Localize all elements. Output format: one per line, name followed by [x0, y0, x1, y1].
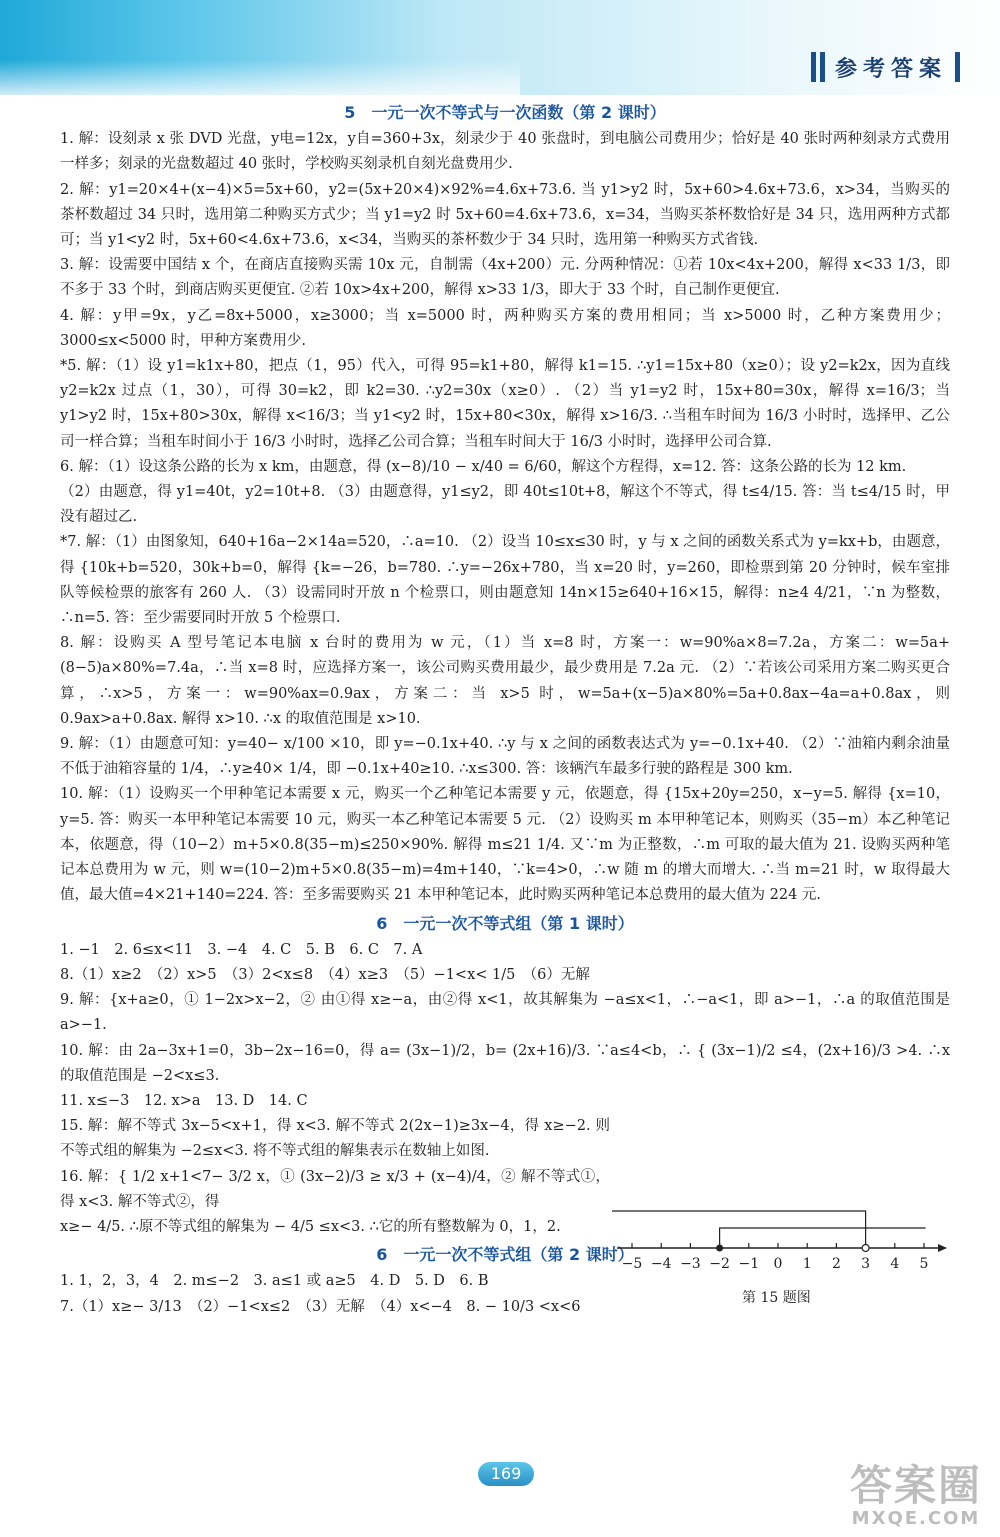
number-line-tick-label: 2: [831, 1256, 841, 1272]
solid-point: [716, 1245, 723, 1252]
badge-bar-right: [955, 52, 960, 82]
section-title: 6 一元一次不等式组（第 1 课时）: [376, 913, 634, 933]
interval-bracket-upper: [612, 1211, 866, 1248]
page-number: 169: [478, 1462, 534, 1486]
answer-paragraph: 1. −1 2. 6≤x<11 3. −4 4. C 5. B 6. C 7. A: [60, 941, 423, 958]
answer-paragraph: 1. 解：设刻录 x 张 DVD 光盘，y电=12x，y自=360+3x，刻录少于 40 张盘时，到电脑公司费用少；恰好是 40 张时两种刻录方式费用一样多；刻录的光盘数超过 40 张时，学校购买刻录机自刻光盘费用少.: [60, 131, 950, 173]
answer-paragraph: 4. 解：y甲=9x，y乙=8x+5000，x≥3000；当 x=5000 时，两种购买方案的费用相同；当 x>5000 时，乙种方案费用少；3000≤x<5000 时，甲种方案费用少.: [60, 307, 950, 349]
number-line-tick-label: −5: [621, 1256, 643, 1272]
answer-paragraph: 8.（1）x≥2 （2）x>5 （3）2<x≤8 （4）x≥3 （5）−1<x< 1/5 （6）无解: [60, 966, 590, 983]
badge-bar-left-2: [820, 52, 825, 82]
figure-caption: 第 15 题图: [742, 1290, 811, 1306]
answer-content: [60, 98, 950, 1320]
watermark-logo: [849, 1461, 982, 1529]
answer-paragraph: *5. 解：（1）设 y1=k1x+80，把点（1，95）代入，可得 95=k1+80，解得 k1=15. ∴y1=15x+80（x≥0）；设 y2=k2x，因为直线 y2=k2x 过点（1，30），可得 30=k2，即 k2=30. ∴y2=30x（x≥0）. （2）当 y1=y2 时，15x+80=30x，解得 x=16/3；当 y1>y2 时，15x+80>30x，解得 x<16/3；当 y1<y2 时，15x+80<30x，解得 x>16/3. ∴当租车时间为 16/3 小时时，选择甲、乙公司一样合算；当租车时间小于 16/3 小时时，选择乙公司合算；当租车时间大于 16/3 小时时，选择甲公司合算.: [60, 358, 950, 450]
number-line-tick-label: 3: [861, 1256, 871, 1272]
number-line-tick-label: −1: [738, 1256, 760, 1272]
answer-paragraph: 10. 解：（1）设购买一个甲种笔记本需要 x 元，购买一个乙种笔记本需要 y 元，依题意，得 {15x+20y=250，x−y=5. 解得 {x=10，y=5. 答：购买一本甲种笔记本需要 10 元，购买一本乙种笔记本需要 5 元. （2）设购买 m 本甲种笔记本，则购买（35−m）本乙种笔记本，依题意，得（10−2）m+5×0.8(35−m)≤250×90%. 解得 m≤21 1/4. 又∵m 为正整数，∴m 可取的最大值为 21. 设购买两种笔记本总费用为 w 元，则 w=(10−2)m+5×0.8(35−m)=4m+140，∵k=4>0，∴w 随 m 的增大而增大. ∴当 m=21 时，w 取得最大值，最大值=4×21+140=224. 答：至多需要购买 21 本甲种笔记本，此时购买两种笔记本总费用的最大值为 224 元.: [60, 786, 950, 904]
section-title: 6 一元一次不等式组（第 2 课时）: [376, 1245, 634, 1265]
watermark-text: 答案圈: [849, 1461, 982, 1510]
answer-paragraph: （2）由题意，得 y1=40t，y2=10t+8. （3）由题意得，y1≤y2，即 40t≤10t+8，解这个不等式，得 t≤4/15. 答：当 t≤4/15 时，甲没有超过乙.: [60, 484, 950, 526]
answer-paragraph: 3. 解：设需要中国结 x 个，在商店直接购买需 10x 元，自制需（4x+200）元. 分两种情况：①若 10x<4x+200，解得 x<33 1/3，即不多于 33 个时，到商店购买更便宜. ②若 10x>4x+200，解得 x>33 1/3，即大于 33 个时，自己制作更便宜.: [60, 257, 950, 299]
answer-paragraph: *7. 解：（1）由图象知，640+16a−2×14a=520，∴a=10. （2）设当 10≤x≤30 时，y 与 x 之间的函数关系式为 y=kx+b，由题意，得 {10k+b=520，30k+b=0，解得 {k=−26，b=780. ∴y=−26x+780，当 x=20 时，y=260，即检票到第 20 分钟时，候车室排队等候检票的旅客有 260 人. （3）设需同时开放 n 个检票口，则由题意知 14n×15≥640+16×15，解得：n≥4 4/21，∵n 为整数，∴n=5. 答：至少需要同时开放 5 个检票口.: [60, 534, 950, 627]
answer-paragraph: 1. 1，2，3，4 2. m≤−2 3. a≤1 或 a≥5 4. D 5. D 6. B: [60, 1273, 489, 1290]
header-wave-decoration: [0, 60, 520, 100]
answer-paragraph: 11. x≤−3 12. x>a 13. D 14. C: [60, 1092, 308, 1109]
answer-paragraph: x≥− 4/5. ∴原不等式组的解集为 − 4/5 ≤x<3. ∴它的所有整数解为 0，1，2.: [60, 1218, 561, 1235]
number-line-tick-label: −2: [709, 1256, 730, 1272]
number-line-tick-label: −4: [650, 1256, 672, 1272]
answer-paragraph: 15. 解：解不等式 3x−5<x+1，得 x<3. 解不等式 2(2x−1)≥3x−4，得 x≥−2. 则不等式组的解集为 −2≤x<3. 将不等式组的解集表示在数轴上如图.: [60, 1118, 610, 1160]
number-line-arrow: [938, 1244, 947, 1252]
answer-paragraph: 6. 解：（1）设这条公路的长为 x km，由题意，得 (x−8)/10 − x/40 = 6/60，解这个方程得，x=12. 答：这条公路的长为 12 km.: [60, 458, 907, 475]
number-line: [612, 1211, 947, 1272]
answer-paragraph: 10. 解：由 2a−3x+1=0，3b−2x−16=0，得 a= (3x−1)/2，b= (2x+16)/3. ∵a≤4<b，∴ { (3x−1)/2 ≤4，(2x+16)/3 >4. ∴x 的取值范围是 −2<x≤3.: [60, 1042, 950, 1084]
answer-paragraph: 9. 解：{x+a≥0，① 1−2x>x−2，② 由①得 x≥−a，由②得 x<1，故其解集为 −a≤x<1，∴−a<1，即 a>−1，∴a 的取值范围是 a>−1.: [60, 992, 950, 1034]
answer-paragraph: 16. 解：{ 1/2 x+1<7− 3/2 x，① (3x−2)/3 ≥ x/3 + (x−4)/4，② 解不等式①，得 x<3. 解不等式②，得: [60, 1168, 610, 1210]
reference-answer-label: 参考答案: [834, 56, 947, 82]
page-header: [0, 0, 1000, 95]
open-point: [862, 1245, 869, 1252]
answer-paragraph: 7.（1）x≥− 3/13 （2）−1<x≤2 （3）无解 （4）x<−4 8. − 10/3 <x<6: [60, 1298, 581, 1315]
answer-paragraph: 8. 解：设购买 A 型号笔记本电脑 x 台时的费用为 w 元，（1）当 x=8 时，方案一：w=90%a×8=7.2a，方案二：w=5a+(8−5)a×80%=7.4a，∴当 x=8 时，应选择方案一，该公司购买费用最少，最少费用是 7.2a 元. （2）∵若该公司采用方案二购买更合算，∴x>5，方案一：w=90%ax=0.9ax，方案二：当 x>5 时，w=5a+(x−5)a×80%=5a+0.8ax−4a=a+0.8ax，则 0.9ax>a+0.8ax. 解得 x>10. ∴x 的取值范围是 x>10.: [60, 635, 950, 727]
section-title: 5 一元一次不等式与一次函数（第 2 课时）: [344, 103, 666, 122]
badge-bar-left: [811, 52, 816, 82]
number-line-tick-label: 1: [802, 1256, 812, 1272]
answer-paragraph: 9. 解：（1）由题意可知：y=40− x/100 ×10，即 y=−0.1x+40. ∴y 与 x 之间的函数表达式为 y=−0.1x+40. （2）∵油箱内剩余油量不低于油箱容量的 1/4，∴y≥40× 1/4，即 −0.1x+40≥10. ∴x≤300. 答：该辆汽车最多行驶的路程是 300 km.: [60, 736, 950, 778]
number-line-tick-label: 4: [890, 1256, 900, 1272]
answer-paragraph: 2. 解：y1=20×4+(x−4)×5=5x+60，y2=(5x+20×4)×92%=4.6x+73.6. 当 y1>y2 时，5x+60>4.6x+73.6，x>34，当购买的茶杯数超过 34 只时，选用第二种购买方式少；当 y1=y2 时 5x+60=4.6x+73.6，x=34，当购买茶杯数恰好是 34 只，选用两种方式都可；当 y1<y2 时，5x+60<4.6x+73.6，x<34，当购买的茶杯数少于 34 只时，选用第一种购买方式省钱.: [60, 181, 950, 249]
watermark-url: MXQE.COM: [851, 1508, 981, 1529]
number-line-tick-label: 0: [773, 1256, 783, 1272]
number-line-tick-label: 5: [919, 1256, 929, 1272]
number-line-tick-label: −3: [680, 1256, 701, 1272]
reference-answer-badge: [811, 50, 960, 84]
